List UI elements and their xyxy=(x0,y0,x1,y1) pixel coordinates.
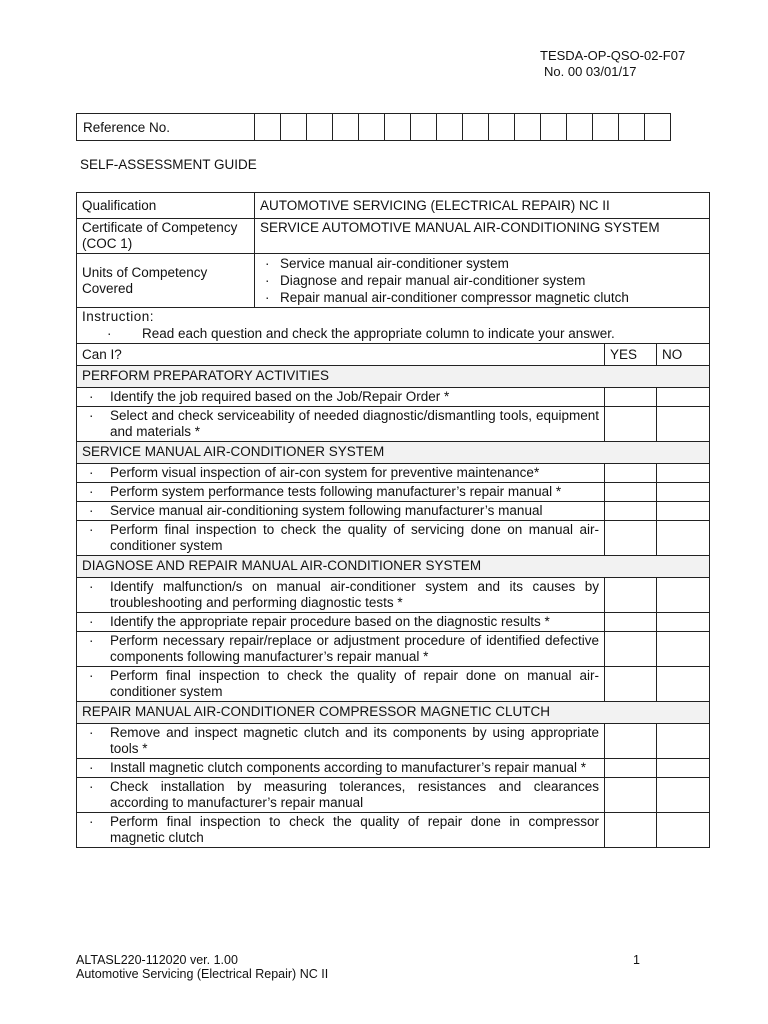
units-label: Units of Competency Covered xyxy=(77,254,255,308)
form-code: TESDA-OP-QSO-02-F07 xyxy=(540,48,686,63)
no-checkbox-cell[interactable] xyxy=(657,483,710,502)
footer xyxy=(76,953,328,981)
instruction-cell xyxy=(77,308,710,344)
question-text: · Identify the appropriate repair procedure based on the diagnostic results * xyxy=(77,613,605,632)
question-text: · Install magnetic clutch components according to manufacturer’s repair manual * xyxy=(77,759,605,778)
ref-box[interactable] xyxy=(541,114,567,141)
question-row xyxy=(77,724,710,759)
question-text: · Perform necessary repair/replace or adjustment procedure of identified defective components following manufacturer’s repair manual * xyxy=(77,632,605,667)
yes-checkbox-cell[interactable] xyxy=(605,407,657,442)
yes-checkbox-cell[interactable] xyxy=(605,464,657,483)
yes-checkbox-cell[interactable] xyxy=(605,667,657,702)
no-checkbox-cell[interactable] xyxy=(657,724,710,759)
question-text: · Perform visual inspection of air-con system for preventive maintenance* xyxy=(77,464,605,483)
coc-value: SERVICE AUTOMOTIVE MANUAL AIR-CONDITIONING SYSTEM xyxy=(255,219,710,254)
no-checkbox-cell[interactable] xyxy=(657,388,710,407)
qualification-label: Qualification xyxy=(77,193,255,219)
question-text: · Perform system performance tests following manufacturer’s repair manual * xyxy=(77,483,605,502)
section-title: PERFORM PREPARATORY ACTIVITIES xyxy=(77,366,710,388)
question-text: · Perform final inspection to check the quality of servicing done on manual air-conditioner system xyxy=(77,521,605,556)
question-row xyxy=(77,813,710,848)
yes-checkbox-cell[interactable] xyxy=(605,613,657,632)
no-checkbox-cell[interactable] xyxy=(657,521,710,556)
no-checkbox-cell[interactable] xyxy=(657,502,710,521)
page-number: 1 xyxy=(633,953,640,967)
question-text: · Identify the job required based on the Job/Repair Order * xyxy=(77,388,605,407)
question-row xyxy=(77,667,710,702)
footer-qualification: Automotive Servicing (Electrical Repair) NC II xyxy=(76,967,329,981)
question-row xyxy=(77,521,710,556)
yes-header: YES xyxy=(605,344,657,366)
no-checkbox-cell[interactable] xyxy=(657,464,710,483)
yes-checkbox-cell[interactable] xyxy=(605,521,657,556)
section-header-row xyxy=(77,702,710,724)
question-row xyxy=(77,632,710,667)
section-title: REPAIR MANUAL AIR-CONDITIONER COMPRESSOR MAGNETIC CLUTCH xyxy=(77,702,710,724)
reference-number-table xyxy=(76,113,671,141)
ref-box[interactable] xyxy=(489,114,515,141)
section-header-row xyxy=(77,366,710,388)
yes-checkbox-cell[interactable] xyxy=(605,483,657,502)
question-row xyxy=(77,578,710,613)
section-title: DIAGNOSE AND REPAIR MANUAL AIR-CONDITIONER SYSTEM xyxy=(77,556,710,578)
question-text: · Check installation by measuring tolerances, resistances and clearances according to manufacturer’s repair manual xyxy=(77,778,605,813)
qualification-value: AUTOMOTIVE SERVICING (ELECTRICAL REPAIR) NC II xyxy=(255,193,710,219)
no-checkbox-cell[interactable] xyxy=(657,778,710,813)
form-header xyxy=(540,48,685,80)
ref-box[interactable] xyxy=(619,114,645,141)
ref-box[interactable] xyxy=(411,114,437,141)
ref-box[interactable] xyxy=(567,114,593,141)
yes-checkbox-cell[interactable] xyxy=(605,502,657,521)
ref-box[interactable] xyxy=(645,114,671,141)
question-text: · Perform final inspection to check the quality of repair done in compressor magnetic clutch xyxy=(77,813,605,848)
question-row xyxy=(77,407,710,442)
form-number: No. 00 03/01/17 xyxy=(544,64,637,79)
yes-checkbox-cell[interactable] xyxy=(605,388,657,407)
question-row xyxy=(77,464,710,483)
yes-checkbox-cell[interactable] xyxy=(605,813,657,848)
question-row xyxy=(77,759,710,778)
yes-checkbox-cell[interactable] xyxy=(605,632,657,667)
no-checkbox-cell[interactable] xyxy=(657,667,710,702)
ref-box[interactable] xyxy=(255,114,281,141)
instruction-text: · Read each question and check the appropriate column to indicate your answer. xyxy=(82,326,704,342)
coc-label: Certificate of Competency (COC 1) xyxy=(77,219,255,254)
no-header: NO xyxy=(657,344,710,366)
yes-checkbox-cell[interactable] xyxy=(605,724,657,759)
ref-box[interactable] xyxy=(515,114,541,141)
assessment-table xyxy=(76,192,710,848)
ref-box[interactable] xyxy=(437,114,463,141)
can-i-header: Can I? xyxy=(77,344,605,366)
question-text: · Perform final inspection to check the quality of repair done on manual air-conditioner system xyxy=(77,667,605,702)
question-row xyxy=(77,483,710,502)
no-checkbox-cell[interactable] xyxy=(657,613,710,632)
units-cell xyxy=(255,254,710,308)
yes-checkbox-cell[interactable] xyxy=(605,578,657,613)
question-row xyxy=(77,778,710,813)
question-row xyxy=(77,613,710,632)
ref-box[interactable] xyxy=(359,114,385,141)
question-text: · Identify malfunction/s on manual air-conditioner system and its causes by troubleshooting and performing diagnostic tests * xyxy=(77,578,605,613)
question-text: · Remove and inspect magnetic clutch and its components by using appropriate tools * xyxy=(77,724,605,759)
no-checkbox-cell[interactable] xyxy=(657,813,710,848)
ref-box[interactable] xyxy=(281,114,307,141)
no-checkbox-cell[interactable] xyxy=(657,407,710,442)
footer-doc-code: ALTASL220-112020 ver. 1.00 xyxy=(76,953,238,967)
question-text: · Select and check serviceability of needed diagnostic/dismantling tools, equipment and materials * xyxy=(77,407,605,442)
ref-box[interactable] xyxy=(593,114,619,141)
section-header-row xyxy=(77,442,710,464)
unit-item: · Diagnose and repair manual air-conditioner system xyxy=(260,272,704,289)
yes-checkbox-cell[interactable] xyxy=(605,759,657,778)
no-checkbox-cell[interactable] xyxy=(657,632,710,667)
question-row xyxy=(77,388,710,407)
unit-item: · Service manual air-conditioner system xyxy=(260,255,704,272)
question-row xyxy=(77,502,710,521)
reference-label: Reference No. xyxy=(77,114,255,141)
guide-title: SELF-ASSESSMENT GUIDE xyxy=(80,157,257,172)
instruction-title: Instruction: xyxy=(82,309,155,324)
question-text: · Service manual air-conditioning system following manufacturer’s manual xyxy=(77,502,605,521)
yes-checkbox-cell[interactable] xyxy=(605,778,657,813)
section-header-row xyxy=(77,556,710,578)
ref-box[interactable] xyxy=(307,114,333,141)
ref-box[interactable] xyxy=(385,114,411,141)
ref-box[interactable] xyxy=(463,114,489,141)
section-title: SERVICE MANUAL AIR-CONDITIONER SYSTEM xyxy=(77,442,710,464)
ref-box[interactable] xyxy=(333,114,359,141)
no-checkbox-cell[interactable] xyxy=(657,759,710,778)
unit-item: · Repair manual air-conditioner compressor magnetic clutch xyxy=(260,289,704,306)
no-checkbox-cell[interactable] xyxy=(657,578,710,613)
